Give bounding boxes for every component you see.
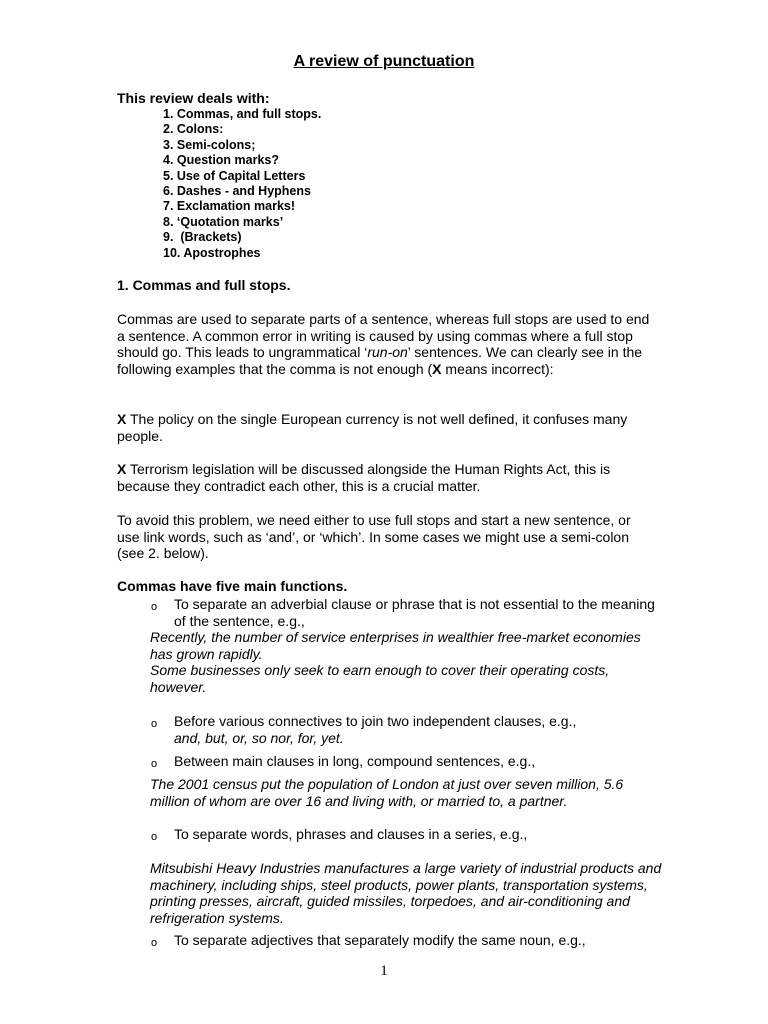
bullet-icon: o (151, 718, 158, 730)
example-sentence: The 2001 census put the population of London at just over seven million, 5.6 million of whom are over 16 and living with, or married to, a partner. (150, 776, 624, 809)
example-incorrect-2 (117, 461, 657, 494)
example-sentence: Some businesses only seek to earn enough to cover their operating costs, however. (150, 662, 610, 695)
example-text: Terrorism legislation will be discussed alongside the Human Rights Act, this is because they contradict each other, this is a crucial matter. (117, 461, 611, 494)
function-item: To separate adjectives that separately modify the same noun, e.g., (174, 932, 586, 948)
function-item (174, 713, 664, 746)
bullet-icon: o (151, 758, 158, 770)
section-heading: 1. Commas and full stops. (117, 277, 291, 293)
bullet-icon: o (151, 937, 158, 949)
contents-item: 8. ‘Quotation marks’ (163, 214, 284, 229)
paragraph-commas-intro (117, 311, 657, 377)
paragraph-text: means incorrect): (441, 360, 554, 377)
incorrect-marker: X (432, 360, 442, 377)
function-item-text: Before various connectives to join two independent clauses, e.g., (174, 713, 577, 729)
incorrect-marker: X (117, 461, 127, 477)
contents-item: 9. (Brackets) (163, 230, 242, 245)
contents-list (163, 107, 321, 261)
contents-item: 6. Dashes - and Hyphens (163, 184, 311, 199)
function-item: To separate words, phrases and clauses in a series, e.g., (174, 826, 528, 842)
contents-item: 7. Exclamation marks! (163, 199, 296, 214)
paragraph-text: ’ sentences. We can clearly see in the following examples that the comma is not enough ( (117, 344, 643, 377)
contents-item: 1. Commas, and full stops. (163, 107, 322, 121)
example-sentence: Mitsubishi Heavy Industries manufactures a large variety of industrial products and machinery, including ships, steel products, power plants, transportation systems, printing presses, aircraft, guided missiles, torpedoes, and air-conditioning and refrigeration systems. (150, 860, 662, 926)
example-sentence: Recently, the number of service enterprises in wealthier free-market economies has grown rapidly. (150, 629, 641, 662)
paragraph-text: Commas are used to separate parts of a sentence, whereas full stops are used to end a sentence. A common error in writing is caused by using commas where a full stop should go. This leads to ungrammatical ‘ (117, 311, 650, 361)
intro-heading: This review deals with: (117, 90, 270, 106)
connectives-list: and, but, or, so nor, for, yet. (174, 729, 344, 746)
function-item: Between main clauses in long, compound sentences, e.g., (174, 753, 536, 769)
page-title: A review of punctuation (293, 53, 475, 70)
contents-item: 10. Apostrophes (163, 245, 261, 260)
contents-item: 3. Semi-colons; (163, 137, 256, 152)
bullet-icon: o (151, 601, 158, 613)
paragraph-italic-term: run-on (367, 344, 408, 361)
paragraph-avoid-problem: To avoid this problem, we need either to use full stops and start a new sentence, or use link words, such as ‘and’, or ‘which’. In some cases we might use a semi-colon (see 2. below). (117, 512, 631, 562)
contents-item: 2. Colons: (163, 122, 224, 137)
page-number: 1 (380, 963, 388, 979)
example-incorrect-1 (117, 411, 657, 444)
functions-heading: Commas have five main functions. (117, 578, 348, 594)
bullet-icon: o (151, 831, 158, 843)
function-item: To separate an adverbial clause or phrase that is not essential to the meaning of the sentence, e.g., (174, 596, 655, 629)
contents-item: 4. Question marks? (163, 153, 280, 168)
contents-item: 5. Use of Capital Letters (163, 168, 306, 183)
example-text: The policy on the single European currency is not well defined, it confuses many people. (117, 411, 628, 444)
incorrect-marker: X (117, 411, 127, 427)
